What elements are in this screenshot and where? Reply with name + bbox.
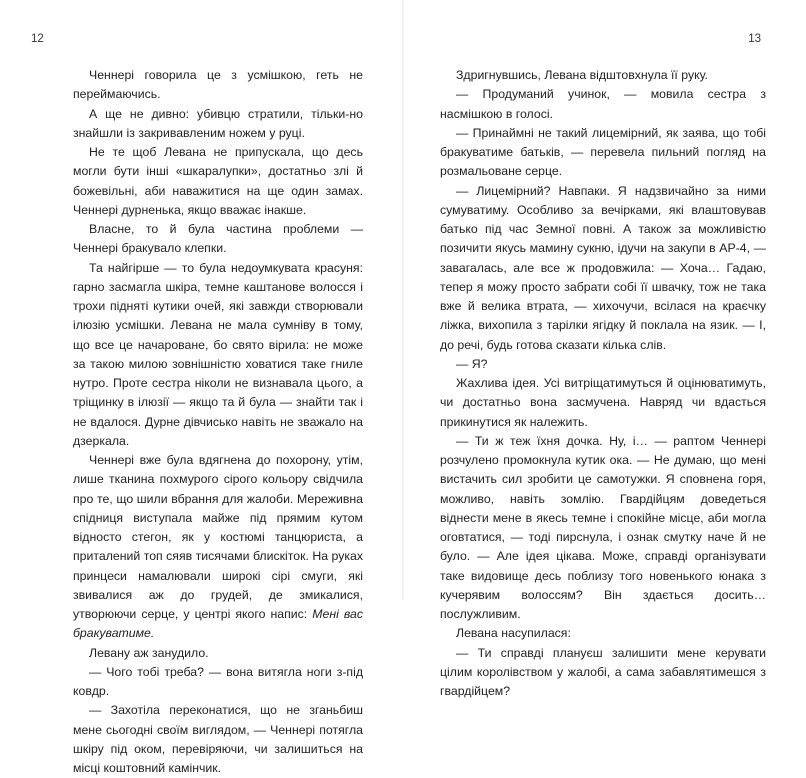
paragraph: — Ти ж теж їхня дочка. Ну, і… — раптом Ченнері розчулено промокнула кутик ока. — Не думаю, що мені вистачить сил зробити це самотужки. Я сповнена горя, можливо, навіть зомлію. Гвардійцям доведеться віднести мене в якесь темне і спокійне місце, аби могла оговтатися, — тоді пирснула, і ознак смутку наче й не було. — Але ідея цікава. Може, справді організувати таке видовище десь поблизу того новенького юнака з кучерявим волоссям? Він здається досить… послужливим.	[440, 433, 766, 621]
page-number: 13	[748, 33, 761, 45]
left-page	[0, 0, 403, 775]
paragraph: — Чого тобі треба? — вона витягла ноги з-під ковдр.	[73, 664, 363, 698]
paragraph: Не те щоб Левана не припускала, що десь могли бути інші «шкаралупки», достатньо злі й божевільні, аби наважитися на ще один замах. Ченнері дурненька, якщо вважає інакше.	[73, 145, 363, 217]
paragraph: Та найгірше — то була недоумкувата красуня: гарно засмагла шкіра, темне каштанове волосся і трохи підняті кутики очей, які завжди створювали ілюзію усмішки. Левана не мала сумніву в тому, що все це начароване, бо свято вірила: не може за такою милою зовнішністю ховатися таке гниле нутро. Проте сестра ніколи не визнавала цього, а тріщинку в ілюзії — якщо та й була — знайти так і не вдалося. Дурне дівчисько навіть не зважало на дзеркала.	[73, 260, 363, 448]
paragraph: — Принаймні не такий лицемірний, як заява, що тобі бракуватиме батьків, — перевела пильний погляд на розмальоване серце.	[440, 125, 766, 179]
paragraph: Власне, то й була частина проблеми — Ченнері бракувало клепки.	[73, 222, 363, 256]
paragraph: — Я?	[456, 356, 488, 371]
paragraph: Ченнері говорила це з усмішкою, геть не переймаючись.	[73, 68, 363, 102]
paragraph: Здригнувшись, Левана відштовхнула її руку.	[456, 68, 708, 82]
paragraph: — Захотіла переконатися, що не зганьбиш мене сьогодні своїм виглядом, — Ченнері потягла шкіру під оком, перевіряючи, чи залишиться на місці коштовний камінчик.	[73, 703, 363, 775]
page-body	[440, 66, 766, 701]
page-body	[73, 66, 363, 778]
paragraph: — Продуманий учинок, — мовила сестра з насмішкою в голосі.	[440, 87, 766, 121]
paragraph	[73, 451, 363, 644]
paragraph: А ще не дивно: убивцю стратили, тільки-но знайшли із закривавленим ножем у руці.	[73, 106, 363, 140]
paragraph: Левана насупилася:	[456, 626, 571, 641]
page-number: 12	[31, 33, 44, 45]
paragraph-text: Ченнері вже була вдягнена до похорону, утім, лише тканина похмурого сірого кольору свідчила про те, що шили вбрання для жалоби. Мереживна спідниця виступала майже під прямим кутом відносто стегон, як у костюмі танцюриста, а приталений топ сяяв тисячами блискіток. На руках принцеси намалювали широкі сірі смуги, які звивалися аж до грудей, де змикалися, утворюючи серце, у центрі якого напис:	[73, 453, 363, 621]
paragraph: Жахлива ідея. Усі витріщатимуться й оцінюватимуть, чи достатньо вона засмучена. Навряд чи вдасться прикинутися як належить.	[440, 376, 766, 429]
tattoo-inscription: Мені вас бракуватиме.	[73, 607, 363, 641]
paragraph: Левану аж занудило.	[89, 645, 209, 660]
paragraph: — Ти справді плануєш залишити мене керувати цілим королівством у жалобі, а сама забавлятимешся з гвардійцем?	[440, 645, 766, 698]
paragraph: — Лицемірний? Навпаки. Я надзвичайно за ними сумуватиму. Особливо за вечірками, які влаштовував батько під час Земної повні. А також за можливістю позичити якусь мамину сукню, ідучи на закупи в АР-4, — завагалась, але все ж продовжила: — Хоча… Гадаю, тепер я можу просто забрати собі її швачку, тож не така вже й велика втрата, — хихочучи, всілася на краєчку ліжка, вихопила з тарілки ягідку й поклала на язик. — І, до речі, будь готова сказати кілька слів.	[440, 183, 766, 352]
